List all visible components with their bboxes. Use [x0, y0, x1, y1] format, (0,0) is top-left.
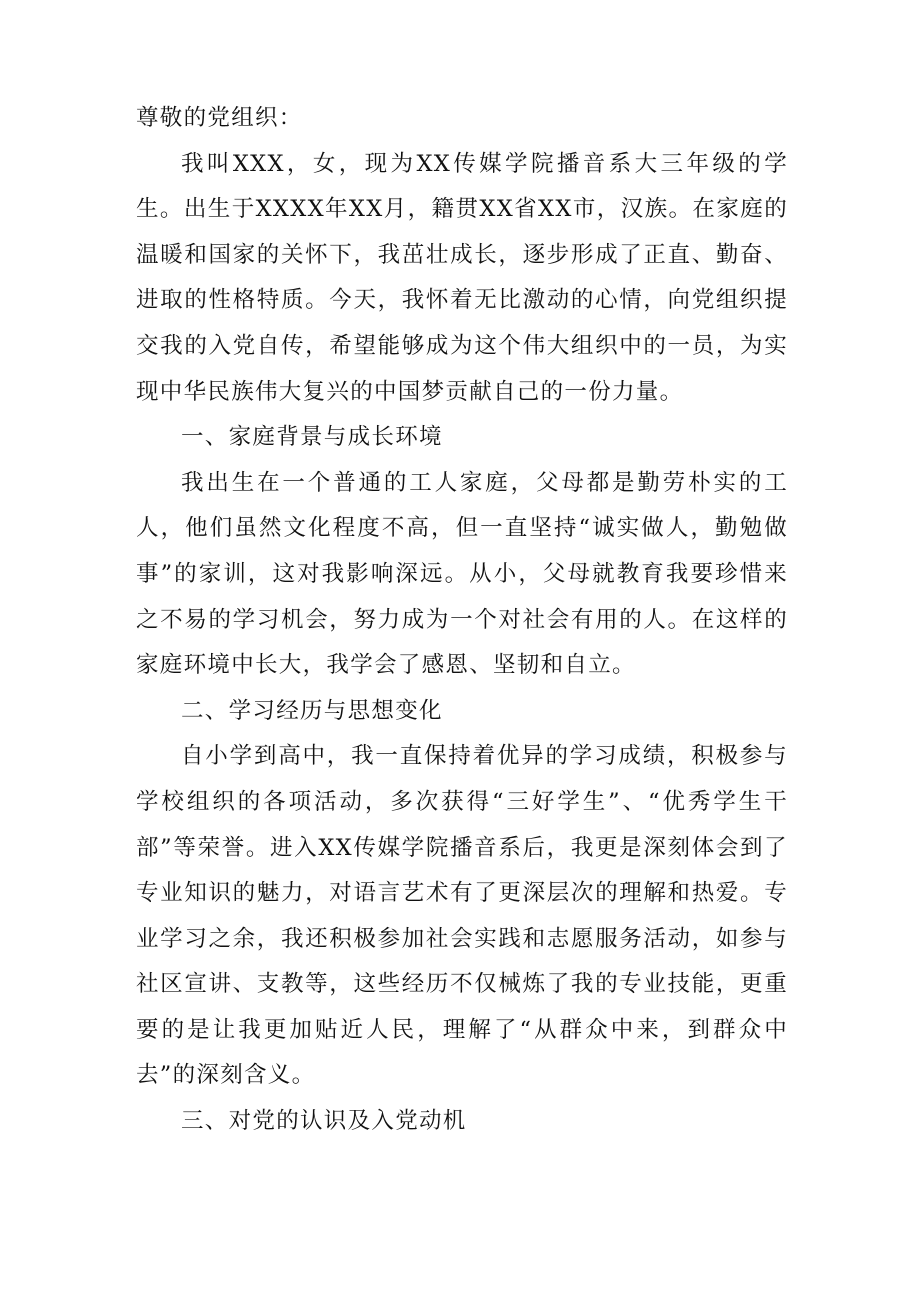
intro-paragraph: 我叫XXX，女，现为XX传媒学院播音系大三年级的学生。出生于XXXX年XX月，籍贯XX省XX市，汉族。在家庭的温暖和国家的关怀下，我茁壮成长，逐步形成了正直、勤奋、进取的性格特质。今天，我怀着无比激动的心情，向党组织提交我的入党自传，希望能够成为这个伟大组织中的一员，为实现中华民族伟大复兴的中国梦贡献自己的一份力量。 — [136, 150, 788, 405]
section-body-study: 自小学到高中，我一直保持着优异的学习成绩，积极参与学校组织的各项活动，多次获得“三好学生”、“优秀学生干部”等荣誉。进入XX传媒学院播音系后，我更是深刻体会到了专业知识的魅力，对语言艺术有了更深层次的理解和热爱。专业学习之余，我还积极参加社会实践和志愿服务活动，如参与社区宣讲、支教等，这些经历不仅械炼了我的专业技能，更重要的是让我更加贴近人民，理解了“从群众中来，到群众中去”的深刻含义。 — [136, 743, 788, 1089]
salutation: 尊敬的党组织： — [136, 105, 303, 131]
section-body-family: 我出生在一个普通的工人家庭，父母都是勤劳朴实的工人，他们虽然文化程度不高，但一直坚持“诚实做人，勤勉做事”的家训，这对我影响深远。从小，父母就教育我要珍惜来之不易的学习机会，努力成为一个对社会有用的人。在这样的家庭环境中长大，我学会了感恩、坚韧和自立。 — [136, 469, 788, 679]
section-heading-party: 三、对党的认识及入党动机 — [181, 1108, 467, 1135]
section-heading-family: 一、家庭背景与成长环境 — [181, 424, 443, 451]
section-heading-study: 二、学习经历与思想变化 — [181, 697, 443, 724]
